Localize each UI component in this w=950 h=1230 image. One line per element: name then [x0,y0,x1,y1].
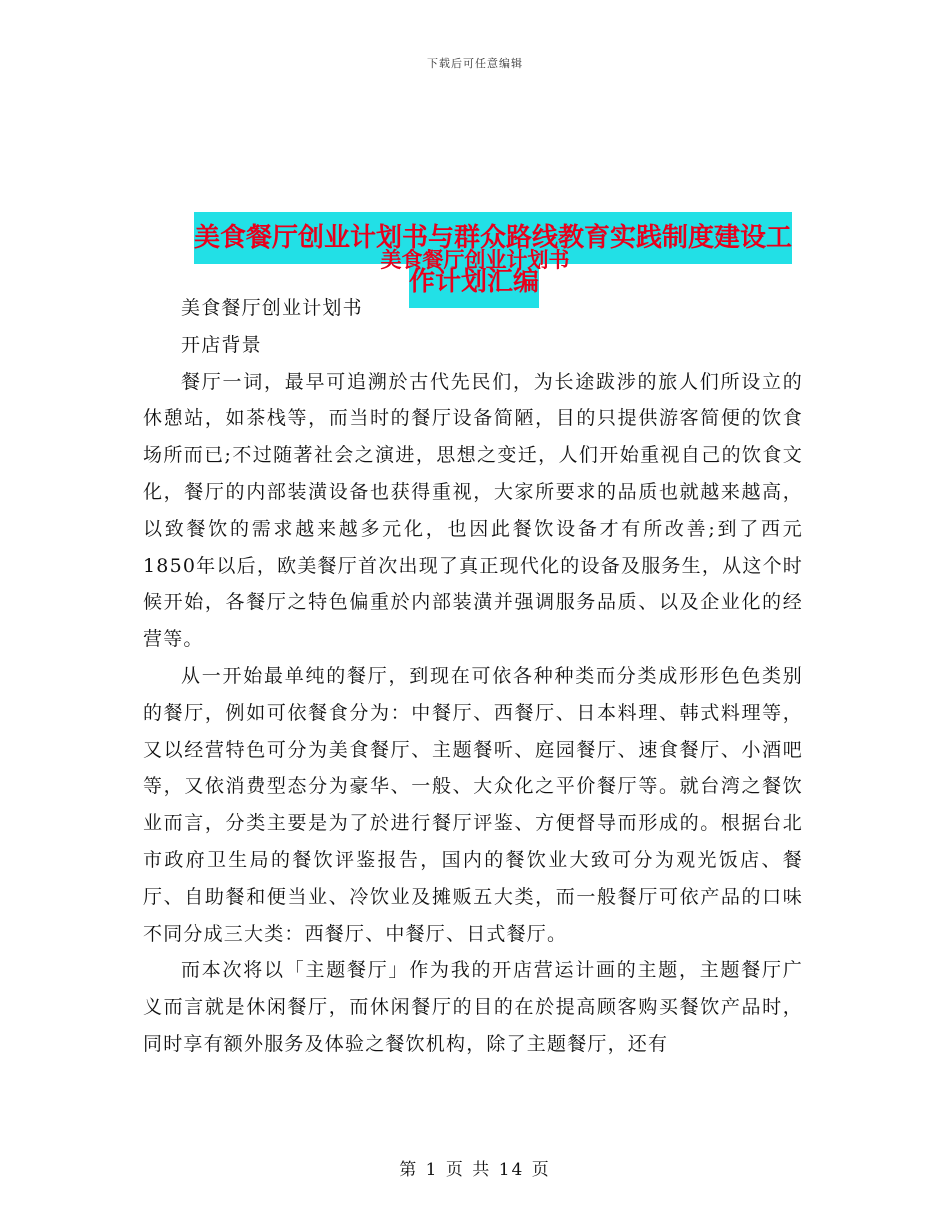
paragraph: 而本次将以「主题餐厅」作为我的开店营运计画的主题，主题餐厅广义而言就是休闲餐厅，而休闲餐厅的目的在於提高顾客购买餐饮产品时，同时享有额外服务及体验之餐饮机构，除了主题餐厅，还有 [143,959,803,1055]
paragraph: 餐厅一词，最早可追溯於古代先民们，为长途跋涉的旅人们所设立的休憩站，如茶栈等，而当时的餐厅设备简陋，目的只提供游客简便的饮食场所而已;不过随著社会之演进，思想之变迁，人们开始重视自己的饮食文化，餐厅的内部装潢设备也获得重视，大家所要求的品质也就越来越高，以致餐饮的需求越来越多元化，也因此餐饮设备才有所改善;到了西元1850年以后，欧美餐厅首次出现了真正现代化的设备及服务生，从这个时候开始，各餐厅之特色偏重於内部装潢并强调服务品质、以及企业化的经营等。 [143,370,803,651]
paragraph: 美食餐厅创业计划书 [181,297,363,319]
paragraph: 开店背景 [181,333,262,356]
page-footer: 第 1 页 共 14 页 [399,1160,551,1180]
page-header-note: 下载后可任意编辑 [427,57,523,70]
title-line-1: 美食餐厅创业计划书与群众路线教育实践制度建设工 [194,212,792,264]
title-line-2: 作计划汇编 [409,256,539,308]
section-title: 美食餐厅创业计划书 [380,248,570,272]
paragraph: 从一开始最单纯的餐厅，到现在可依各种种类而分类成形形色色类别的餐厅，例如可依餐食分为：中餐厅、西餐厅、日本料理、韩式料理等，又以经营特色可分为美食餐厅、主题餐听、庭园餐厅、速食餐厅、小酒吧等，又依消费型态分为豪华、一般、大众化之平价餐厅等。就台湾之餐饮业而言，分类主要是为了於进行餐厅评鉴、方便督导而形成的。根据台北市政府卫生局的餐饮评鉴报告，国内的餐饮业大致可分为观光饭店、餐厅、自助餐和便当业、冷饮业及摊贩五大类，而一般餐厅可依产品的口味不同分成三大类：西餐厅、中餐厅、日式餐厅。 [143,664,803,945]
document-body [143,290,803,1063]
